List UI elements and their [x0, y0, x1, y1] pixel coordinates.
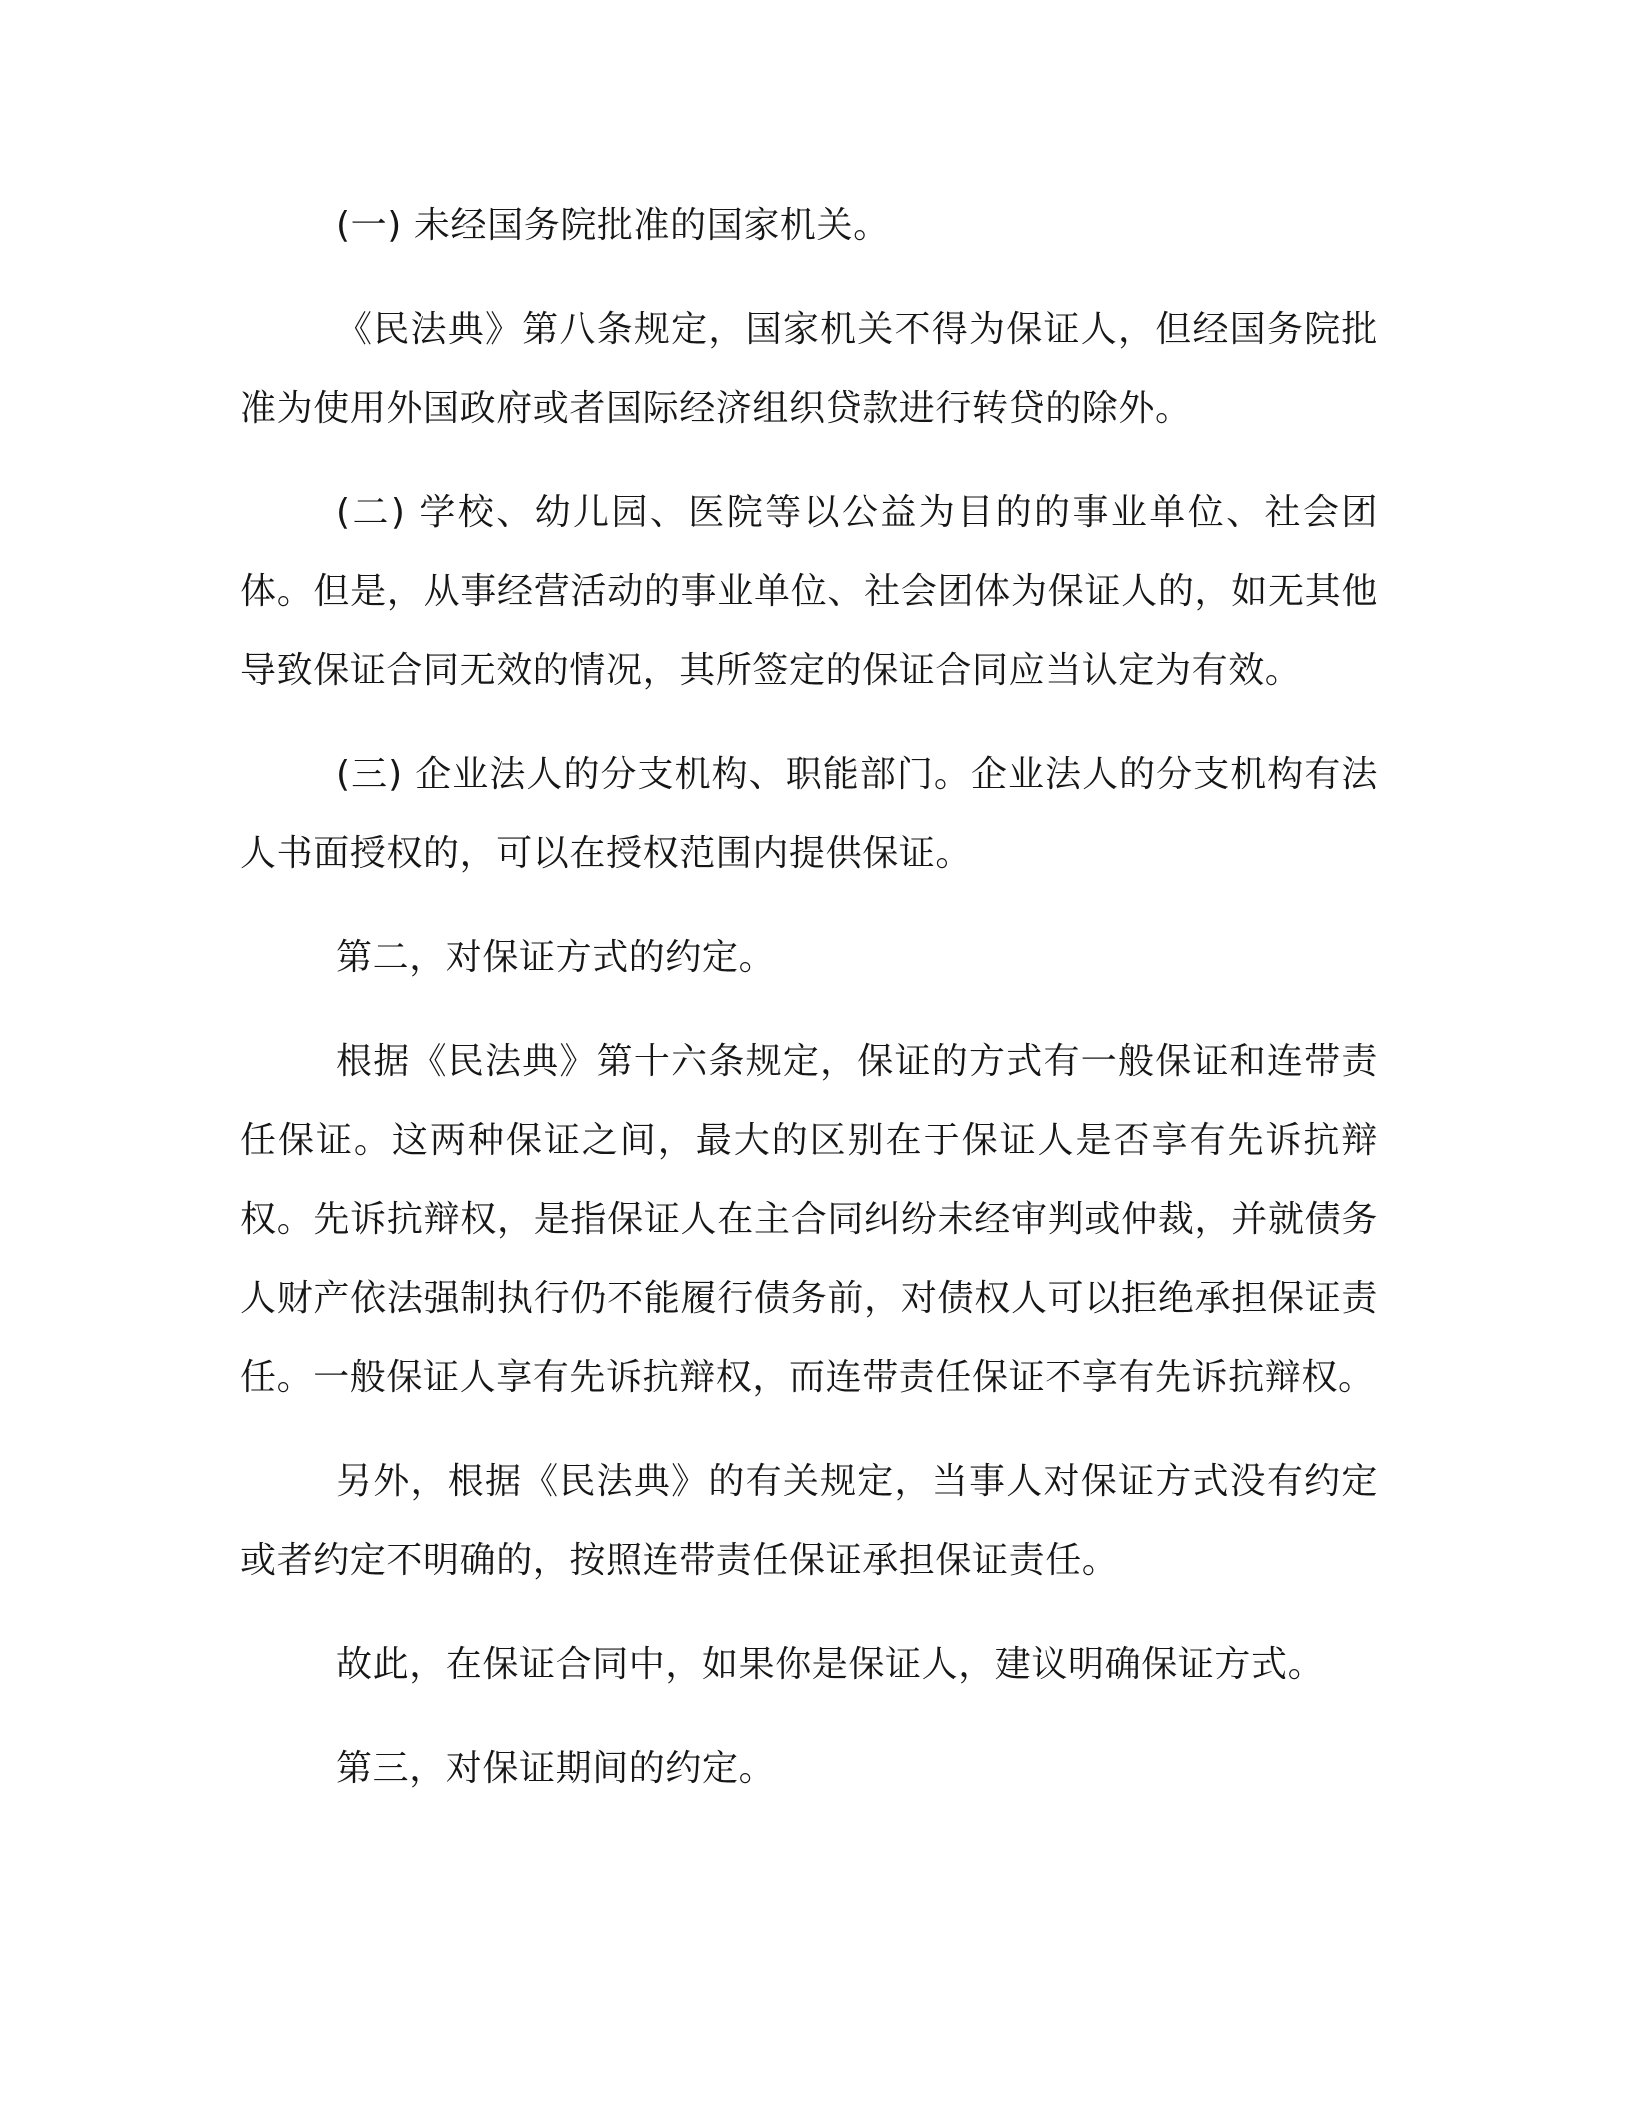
section-heading-guarantee-period: 第三，对保证期间的约定。: [336, 1748, 776, 1789]
paragraph-branch-offices: (三) 企业法人的分支机构、职能部门。企业法人的分支机构有法人书面授权的，可以在授权范围内提供保证。: [240, 754, 1378, 874]
paragraph-public-institutions: (二) 学校、幼儿园、医院等以公益为目的的事业单位、社会团体。但是，从事经营活动的事业单位、社会团体为保证人的，如无其他导致保证合同无效的情况，其所签定的保证合同应当认定为有效。: [240, 492, 1378, 691]
document-body: [240, 186, 1378, 1833]
paragraph-recommendation: 故此，在保证合同中，如果你是保证人，建议明确保证方式。: [336, 1644, 1325, 1685]
section-heading-guarantee-method: 第二，对保证方式的约定。: [336, 937, 776, 978]
paragraph-guarantee-types: 根据《民法典》第十六条规定，保证的方式有一般保证和连带责任保证。这两种保证之间，最大的区别在于保证人是否享有先诉抗辩权。先诉抗辩权，是指保证人在主合同纠纷未经审判或仲裁，并就债务人财产依法强制执行仍不能履行债务前，对债权人可以拒绝承担保证责任。一般保证人享有先诉抗辩权，而连带责任保证不享有先诉抗辩权。: [240, 1041, 1378, 1398]
paragraph-article-eight: 《民法典》第八条规定，国家机关不得为保证人，但经国务院批准为使用外国政府或者国际经济组织贷款进行转贷的除外。: [240, 309, 1378, 429]
paragraph-state-organs: (一) 未经国务院批准的国家机关。: [336, 205, 890, 246]
paragraph-default-liability: 另外，根据《民法典》的有关规定，当事人对保证方式没有约定或者约定不明确的，按照连带责任保证承担保证责任。: [240, 1461, 1378, 1581]
